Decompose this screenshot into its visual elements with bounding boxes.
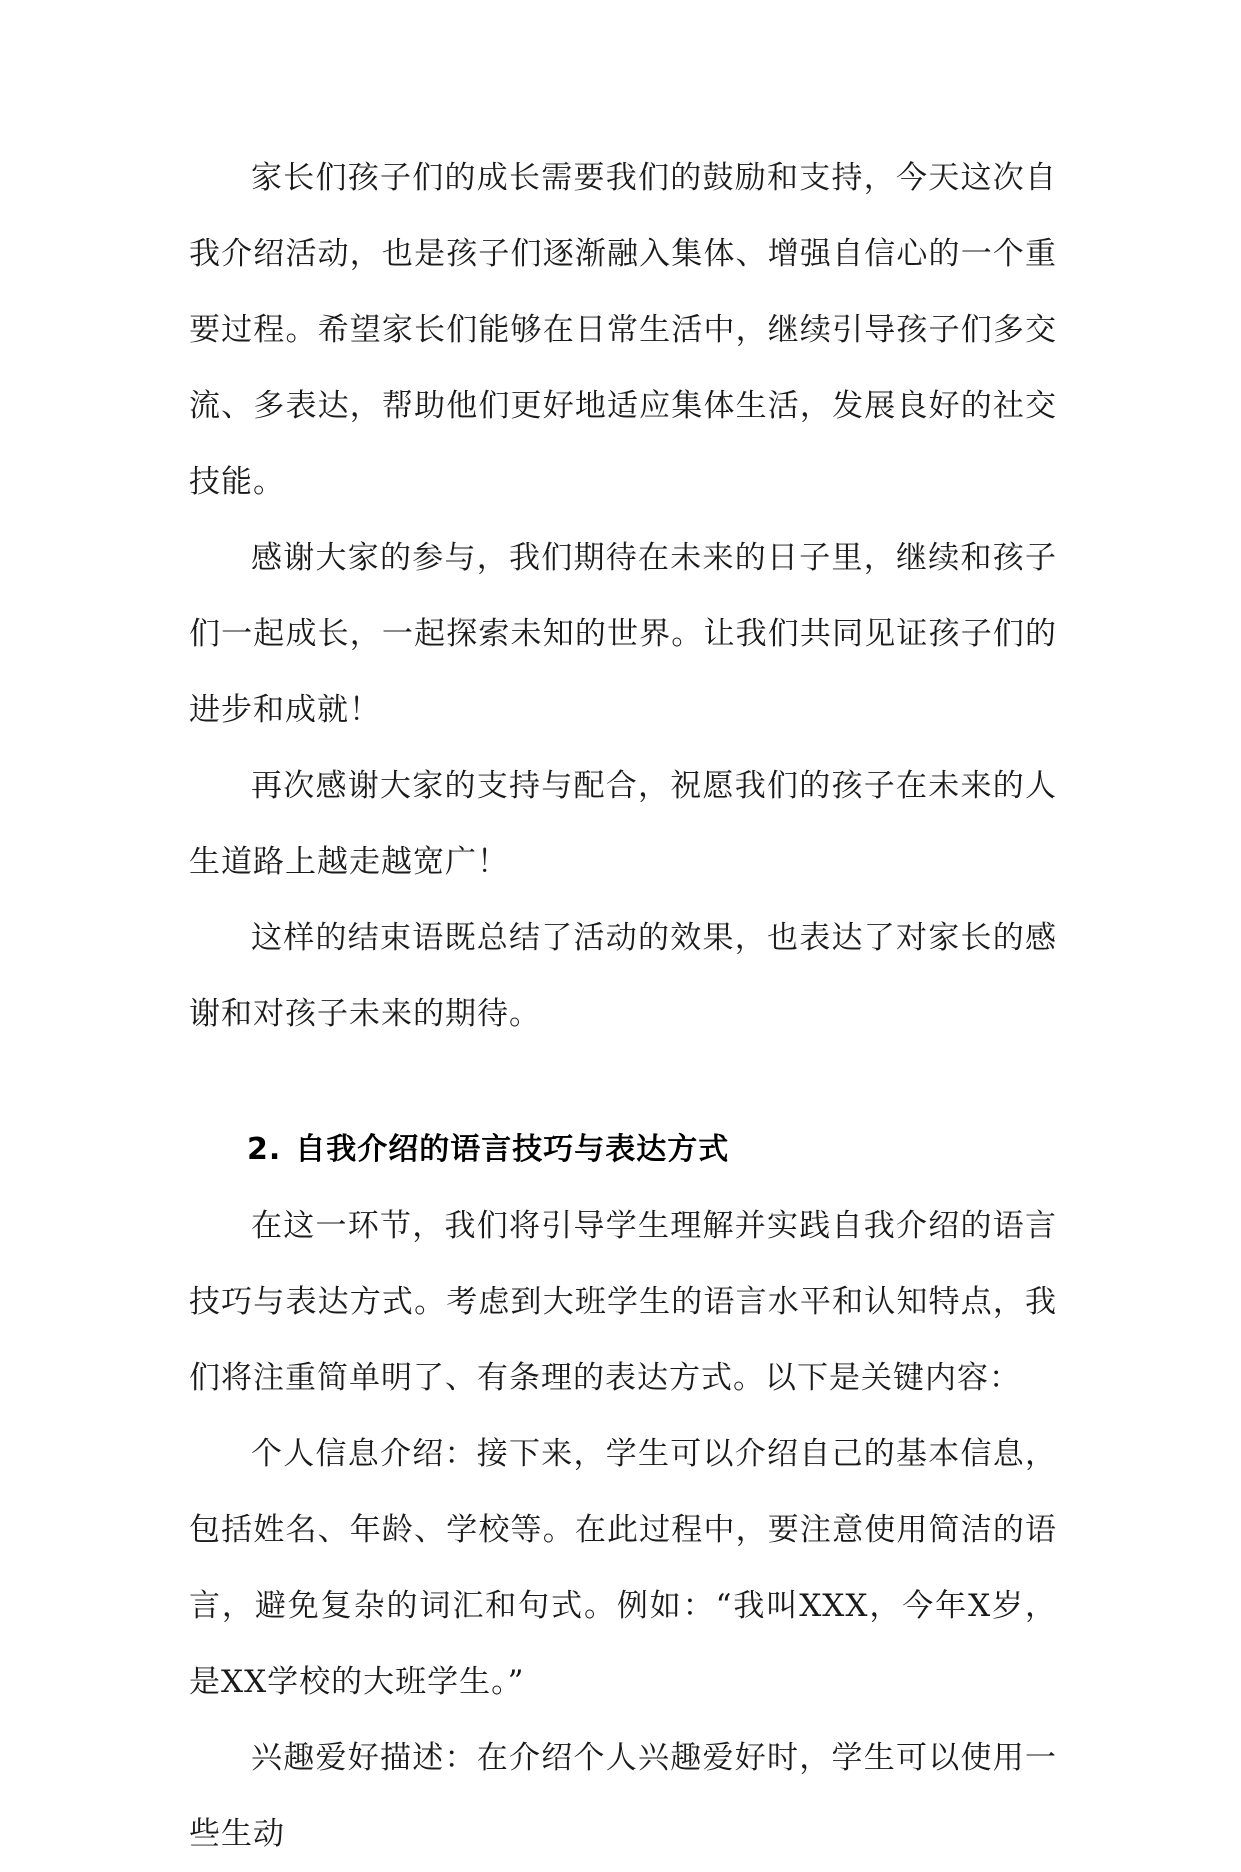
document-body: [189, 140, 1057, 1872]
section-number: 2.: [247, 1132, 282, 1167]
paragraph-parent-encouragement: 家长们孩子们的成长需要我们的鼓励和支持，今天这次自我介绍活动，也是孩子们逐渐融入集体、增强自信心的一个重要过程。希望家长们能够在日常生活中，继续引导孩子们多交流、多表达，帮助他们更好地适应集体生活，发展良好的社交技能。: [189, 160, 1057, 500]
paragraph-thanks-support: 再次感谢大家的支持与配合，祝愿我们的孩子在未来的人生道路上越走越宽广！: [189, 768, 1057, 880]
paragraph-thanks-participation: 感谢大家的参与，我们期待在未来的日子里，继续和孩子们一起成长，一起探索未知的世界。让我们共同见证孩子们的进步和成就！: [189, 540, 1057, 728]
paragraph-hobbies: 兴趣爱好描述：在介绍个人兴趣爱好时，学生可以使用一些生动: [189, 1740, 1057, 1852]
paragraph-closing-summary: 这样的结束语既总结了活动的效果，也表达了对家长的感谢和对孩子未来的期待。: [189, 920, 1057, 1032]
paragraph-personal-info: 个人信息介绍：接下来，学生可以介绍自己的基本信息，包括姓名、年龄、学校等。在此过程中，要注意使用简洁的语言，避免复杂的词汇和句式。例如：“我叫XXX，今年X岁，是XX学校的大班学生。”: [189, 1436, 1057, 1700]
section-heading: [189, 1112, 1057, 1188]
section-title: 自我介绍的语言技巧与表达方式: [295, 1132, 730, 1167]
paragraph-section-intro: 在这一环节，我们将引导学生理解并实践自我介绍的语言技巧与表达方式。考虑到大班学生的语言水平和认知特点，我们将注重简单明了、有条理的表达方式。以下是关键内容：: [189, 1208, 1057, 1396]
